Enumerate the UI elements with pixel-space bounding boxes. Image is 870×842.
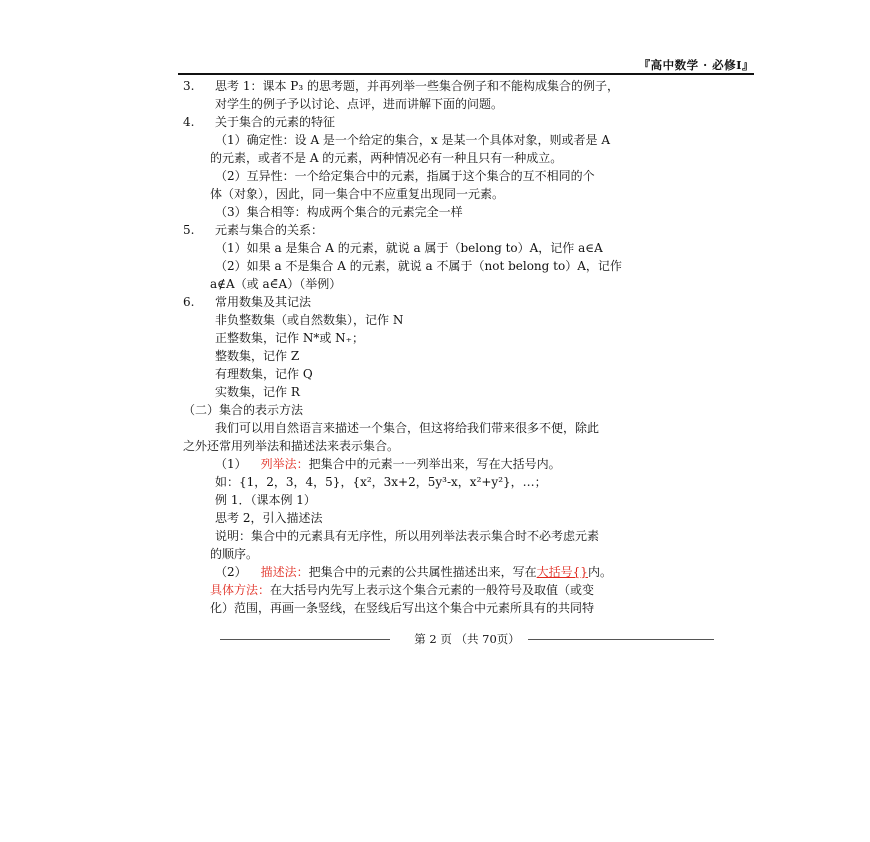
item-5-heading	[183, 222, 323, 238]
reals-line: 实数集，记作 R	[215, 385, 300, 399]
determinacy-line-1: （1）确定性：设 A 是一个给定的集合，x 是某一个具体对象，则或者是 A	[215, 133, 610, 147]
note-line-1: 说明：集合中的元素具有无序性，所以用列举法表示集合时不必考虑元素	[215, 529, 600, 543]
specific-method-line-2: 化）范围，再画一条竖线，在竖线后写出这个集合中元素所具有的共同特	[210, 601, 595, 615]
specific-method-term: 具体方法：	[210, 583, 271, 597]
natural-numbers-line: 非负整数集（或自然数集），记作 N	[215, 313, 404, 327]
belong-line: （1）如果 a 是集合 A 的元素，就说 a 属于（belong to）A，记作 a∈A	[215, 241, 603, 255]
footer-rule-left	[220, 639, 390, 640]
line-text: 元素与集合的关系：	[215, 223, 324, 237]
enumeration-term: 列举法：	[260, 457, 309, 471]
distinctness-line-1: （2）互异性：一个给定集合中的元素，指属于这个集合的互不相同的个	[215, 169, 595, 183]
set-equality-line: （3）集合相等：构成两个集合的元素完全一样	[215, 205, 463, 219]
integers-line: 整数集，记作 Z	[215, 349, 300, 363]
line-text: 把集合中的元素一一列举出来，写在大括号内。	[308, 457, 561, 471]
line-text: 在大括号内先写上表示这个集合元素的一般符号及取值（或变	[270, 583, 595, 597]
section-heading: （二）集合的表示方法	[183, 403, 304, 417]
not-belong-line-1: （2）如果 a 不是集合 A 的元素，就说 a 不属于（not belong to）A，记作	[215, 259, 622, 273]
example-1-line: 例 1．（课本例 1）	[215, 493, 316, 507]
positive-integers-line: 正整数集，记作 N*或 N₊；	[215, 331, 364, 345]
braces-term: 大括号{}	[536, 565, 588, 579]
line-text: 把集合中的元素的公共属性描述出来，写在	[308, 565, 537, 579]
page-header	[178, 57, 754, 75]
intro-line-1: 我们可以用自然语言来描述一个集合，但这将给我们带来很多不便，除此	[215, 421, 600, 435]
item-number: 3.	[183, 79, 195, 93]
rationals-line: 有理数集，记作 Q	[215, 367, 313, 381]
label-prefix: （2）	[215, 565, 247, 579]
specific-method-line-1	[210, 582, 594, 598]
think-2-line: 思考 2，引入描述法	[215, 511, 323, 525]
item-3-line-2: 对学生的例子予以讨论、点评，进而讲解下面的问题。	[215, 97, 504, 111]
item-6-heading	[183, 294, 311, 310]
page-footer	[220, 631, 714, 647]
item-number: 6.	[183, 295, 195, 309]
distinctness-line-2: 体（对象），因此，同一集合中不应重复出现同一元素。	[210, 187, 505, 201]
line-text: 常用数集及其记法	[215, 295, 312, 309]
header-title: 『高中数学 · 必修Ⅰ』	[638, 58, 754, 72]
line-text: 思考 1：课本 P₃ 的思考题，并再列举一些集合例子和不能构成集合的例子，	[215, 79, 619, 93]
description-method-line	[215, 564, 612, 580]
enumeration-method-line	[215, 456, 561, 472]
label-prefix: （1）	[215, 457, 247, 471]
line-text-end: 内。	[587, 565, 612, 579]
not-belong-line-2: a∉A（或 a∈̄A）（举例）	[210, 277, 342, 291]
item-4-heading	[183, 114, 335, 130]
determinacy-line-2: 的元素，或者不是 A 的元素，两种情况必有一种且只有一种成立。	[210, 151, 563, 165]
intro-line-2: 之外还常用列举法和描述法来表示集合。	[183, 439, 400, 453]
enumeration-example-line: 如：{1，2，3，4，5}，{x²，3x+2，5y³-x，x²+y²}，…；	[215, 475, 547, 489]
item-3-line-1	[183, 78, 619, 94]
page-number: 第 2 页 （共 70页）	[408, 632, 526, 646]
description-term: 描述法：	[260, 565, 309, 579]
line-text: 关于集合的元素的特征	[215, 115, 336, 129]
item-number: 4.	[183, 115, 195, 129]
item-number: 5.	[183, 223, 195, 237]
note-line-2: 的顺序。	[210, 547, 259, 561]
footer-rule-right	[528, 639, 714, 640]
